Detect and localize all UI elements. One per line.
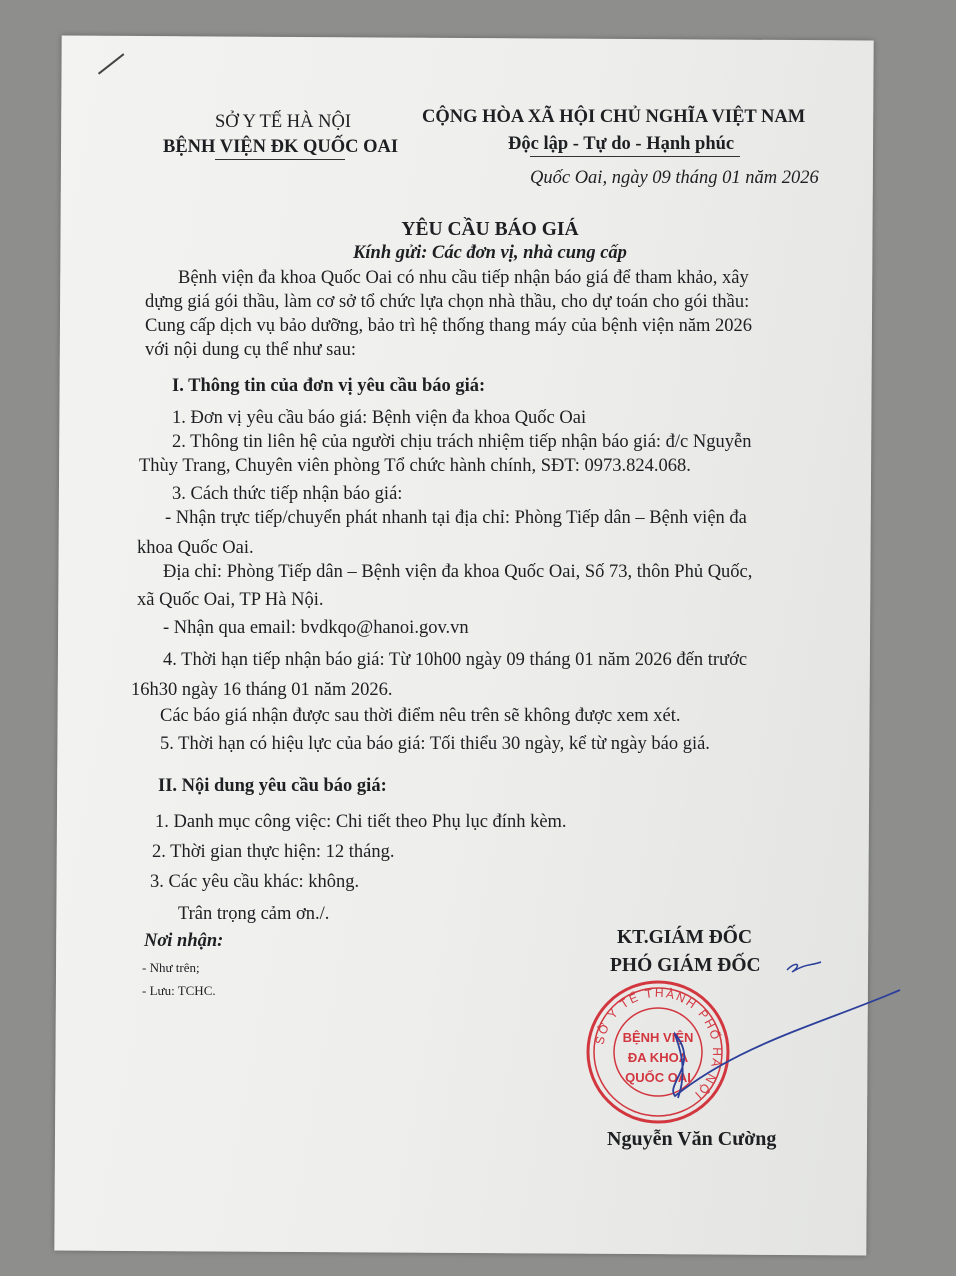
svg-text:QUỐC OAI: QUỐC OAI <box>625 1070 691 1085</box>
intro-line: dựng giá gói thầu, làm cơ sở tổ chức lựa chọn nhà thầu, cho dự toán cho gói thầu: <box>145 292 750 312</box>
section2-line: 1. Danh mục công việc: Chi tiết theo Phụ lục đính kèm. <box>155 812 567 832</box>
section1-line: - Nhận trực tiếp/chuyển phát nhanh tại địa chỉ: Phòng Tiếp dân – Bệnh viện đa <box>165 508 747 528</box>
intro-line: Bệnh viện đa khoa Quốc Oai có nhu cầu tiếp nhận báo giá để tham khảo, xây <box>178 268 749 288</box>
nation-name: CỘNG HÒA XÃ HỘI CHỦ NGHĨA VIỆT NAM <box>422 107 806 127</box>
section1-line: - Nhận qua email: bvdkqo@hanoi.gov.vn <box>163 618 469 638</box>
section2-line: 3. Các yêu cầu khác: không. <box>150 872 360 892</box>
hospital-name: BỆNH VIỆN ĐK QUỐC OAI <box>163 137 399 157</box>
ministry-name: SỞ Y TẾ HÀ NỘI <box>215 112 352 132</box>
section1-line: khoa Quốc Oai. <box>137 538 254 558</box>
official-stamp <box>580 980 910 1126</box>
section1-heading: I. Thông tin của đơn vị yêu cầu báo giá: <box>172 376 486 396</box>
svg-text:ĐA KHOA: ĐA KHOA <box>627 1050 689 1065</box>
signer-name: Nguyễn Văn Cường <box>607 1128 777 1150</box>
recipients-label: Nơi nhận: <box>144 931 224 951</box>
svg-text:SỞ Y TẾ THÀNH PHỐ HÀ NỘI: SỞ Y TẾ THÀNH PHỐ HÀ NỘI <box>592 985 725 1103</box>
section1-line: 3. Cách thức tiếp nhận báo giá: <box>172 484 403 504</box>
section1-line: xã Quốc Oai, TP Hà Nội. <box>137 590 324 610</box>
recipient-line: Kính gửi: Các đơn vị, nhà cung cấp <box>353 243 627 263</box>
place-date: Quốc Oai, ngày 09 tháng 01 năm 2026 <box>530 168 819 188</box>
recipient-item: - Như trên; <box>142 960 200 975</box>
section1-line: 2. Thông tin liên hệ của người chịu trách nhiệm tiếp nhận báo giá: đ/c Nguyễn <box>172 432 752 452</box>
signature-title-1: KT.GIÁM ĐỐC <box>617 927 753 948</box>
recipient-item: - Lưu: TCHC. <box>142 983 216 998</box>
section1-line: 5. Thời hạn có hiệu lực của báo giá: Tối thiểu 30 ngày, kể từ ngày báo giá. <box>160 734 710 754</box>
signature-title-2: PHÓ GIÁM ĐỐC <box>610 955 761 976</box>
section1-line: 16h30 ngày 16 tháng 01 năm 2026. <box>131 680 393 700</box>
section1-line: 1. Đơn vị yêu cầu báo giá: Bệnh viện đa khoa Quốc Oai <box>172 408 587 428</box>
section2-heading: II. Nội dung yêu cầu báo giá: <box>158 776 387 796</box>
section1-line: Thùy Trang, Chuyên viên phòng Tổ chức hành chính, SĐT: 0973.824.068. <box>139 456 691 476</box>
section2-line: 2. Thời gian thực hiện: 12 tháng. <box>152 842 395 862</box>
document-title: YÊU CẦU BÁO GIÁ <box>401 219 579 240</box>
motto: Độc lập - Tự do - Hạnh phúc <box>508 134 735 154</box>
section1-line: 4. Thời hạn tiếp nhận báo giá: Từ 10h00 ngày 09 tháng 01 năm 2026 đến trước <box>163 650 748 670</box>
section1-line: Các báo giá nhận được sau thời điểm nêu trên sẽ không được xem xét. <box>160 706 681 726</box>
intro-line: Cung cấp dịch vụ bảo dưỡng, bảo trì hệ thống thang máy của bệnh viện năm 2026 <box>145 316 753 336</box>
initial-mark <box>785 956 825 976</box>
closing-line: Trân trọng cảm ơn./. <box>178 904 330 924</box>
svg-text:BỆNH VIỆN: BỆNH VIỆN <box>622 1030 694 1045</box>
intro-line: với nội dung cụ thể như sau: <box>145 340 356 360</box>
section1-line: Địa chỉ: Phòng Tiếp dân – Bệnh viện đa khoa Quốc Oai, Số 73, thôn Phủ Quốc, <box>163 562 753 582</box>
